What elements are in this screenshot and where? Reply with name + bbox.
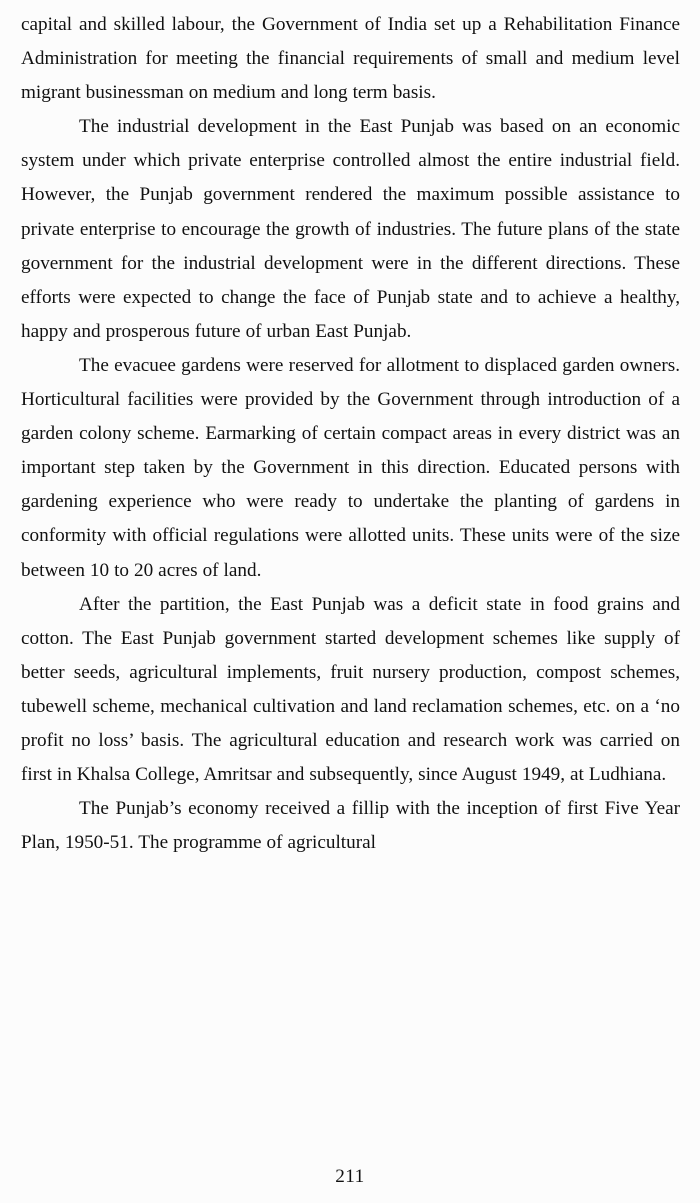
paragraph-after-partition: After the partition, the East Punjab was a deficit state in food grains and cotton. The East Punjab government started development schemes like supply of better seeds, agricultural implements, fruit nursery production, compost schemes, tubewell scheme, mechanical cultivation and land reclamation schemes, etc. on a ‘no profit no loss’ basis. The agricultural education and research work was carried on first in Khalsa College, Amritsar and subsequently, since August 1949, at Ludhiana. xyxy=(21,593,680,786)
page-number: 211 xyxy=(335,1166,365,1187)
paragraph-industrial-development: The industrial development in the East Punjab was based on an economic system under which private enterprise controlled almost the entire industrial field. However, the Punjab government rendered the maximum possible assistance to private enterprise to encourage the growth of industries. The future plans of the state government for the industrial development were in the different directions. These efforts were expected to change the face of Punjab state and to achieve a healthy, happy and prosperous future of urban East Punjab. xyxy=(21,116,680,342)
body-text-column xyxy=(21,8,680,860)
paragraph-evacuee-gardens: The evacuee gardens were reserved for allotment to displaced garden owners. Horticultural facilities were provided by the Government through introduction of a garden colony scheme. Earmarking of certain compact areas in every district was an important step taken by the Government in this direction. Educated persons with gardening experience who were ready to undertake the planting of gardens in conformity with official regulations were allotted units. These units were of the size between 10 to 20 acres of land. xyxy=(21,354,680,581)
paragraph-continuation: capital and skilled labour, the Government of India set up a Rehabilitation Finance Administration for meeting the financial requirements of small and medium level migrant businessman on medium and long term basis. xyxy=(21,14,680,104)
paragraph-punjab-economy: The Punjab’s economy received a fillip with the inception of first Five Year Plan, 1950-51. The programme of agricultural xyxy=(21,798,680,854)
